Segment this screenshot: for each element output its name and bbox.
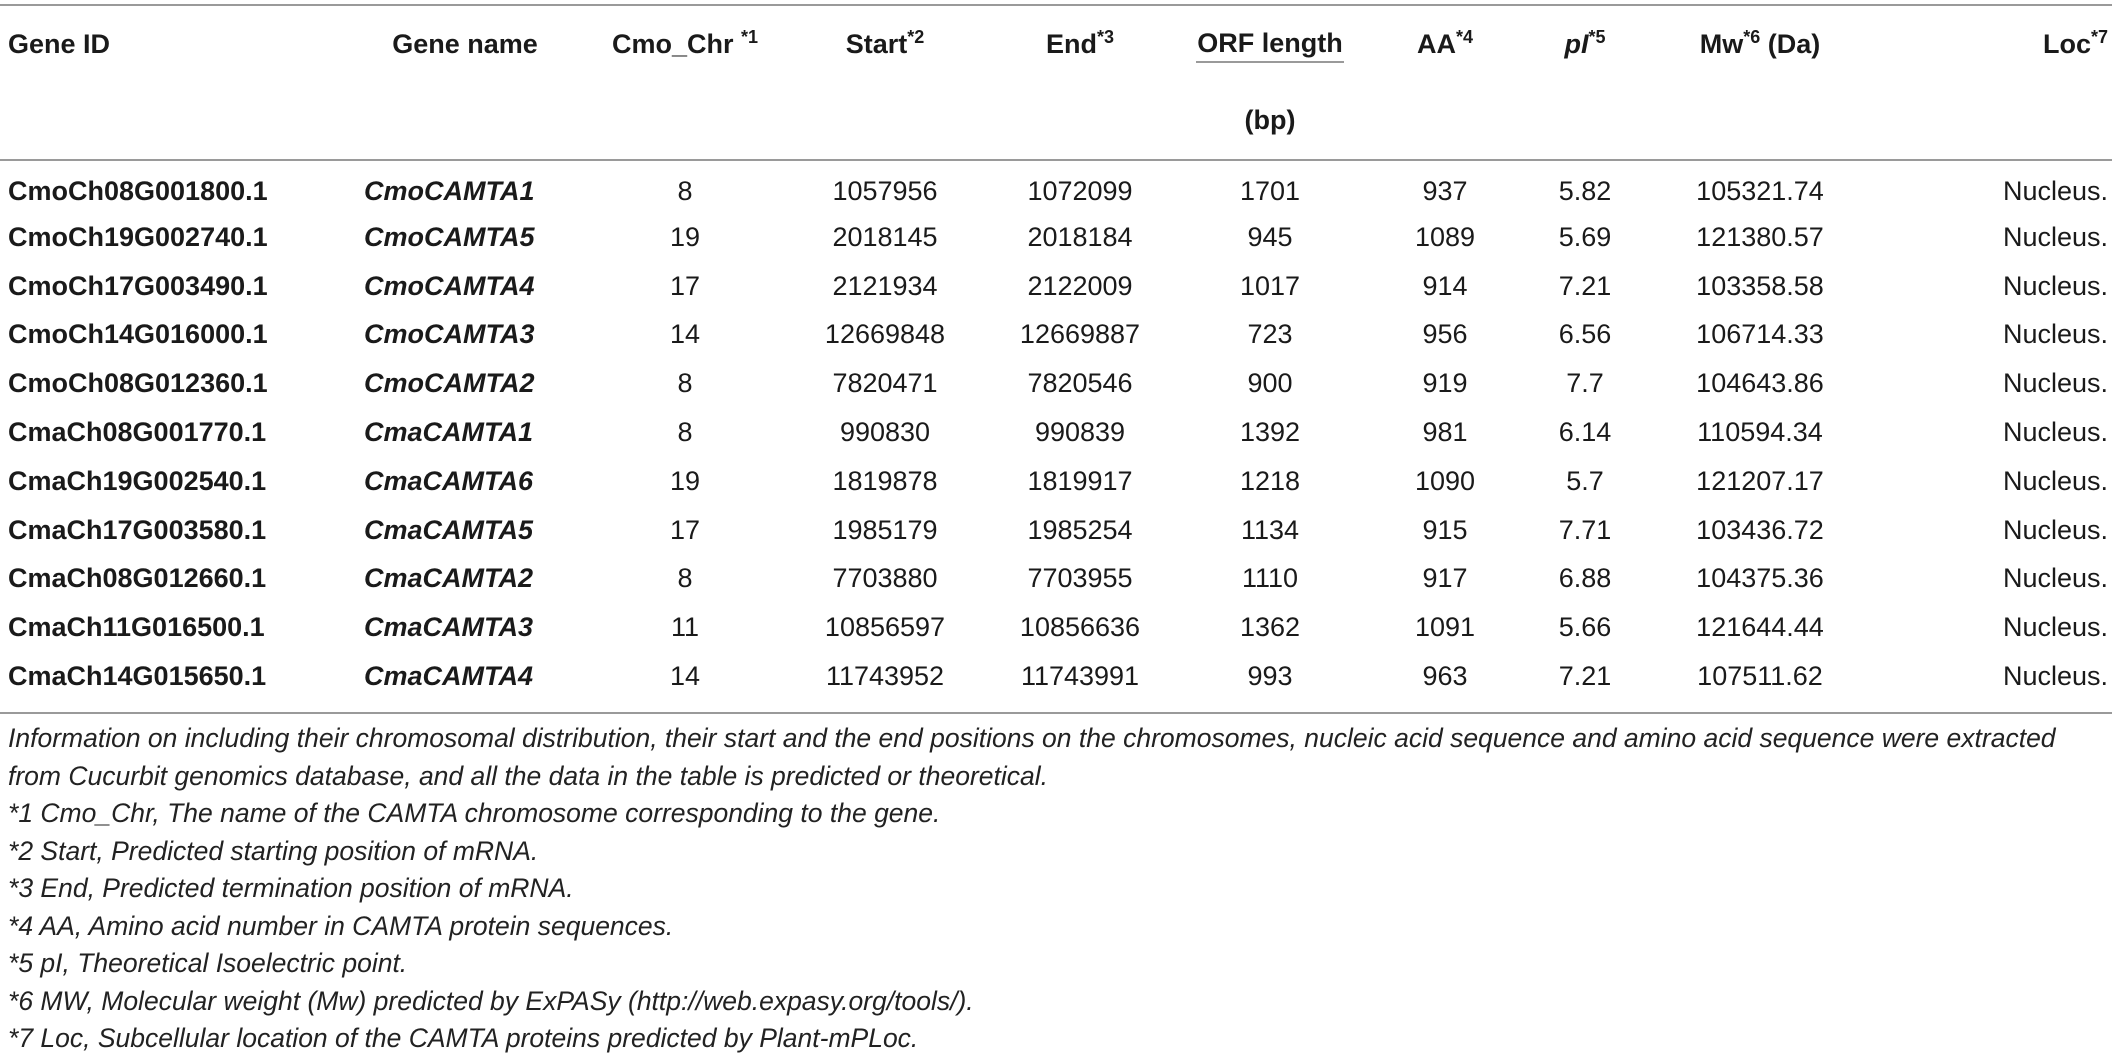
cell-cmo-chr: 19	[669, 465, 701, 496]
footnote-1: *1 Cmo_Chr, The name of the CAMTA chromosome corresponding to the gene.	[8, 798, 941, 828]
cell-gene-name: CmaCAMTA6	[364, 465, 534, 496]
cell-loc: Nucleus.	[2002, 221, 2108, 252]
cell-mw: 104643.86	[1696, 368, 1824, 399]
cell-gene-id: CmaCh14G015650.1	[8, 661, 267, 692]
cell-orf-length: 945	[1247, 221, 1293, 252]
cell-pi: 5.7	[1566, 465, 1604, 496]
cell-mw: 104375.36	[1696, 563, 1824, 594]
cell-orf-length: 1134	[1240, 514, 1300, 545]
cell-gene-id: CmaCh11G016500.1	[8, 612, 265, 643]
header-loc-sup: *7	[2090, 26, 2108, 47]
cell-cmo-chr: 19	[669, 221, 701, 252]
cell-start: 10856597	[824, 612, 946, 643]
cell-orf-length: 1110	[1241, 563, 1299, 594]
cell-pi: 6.56	[1558, 319, 1612, 350]
cell-loc: Nucleus.	[2002, 563, 2108, 594]
cell-end: 2018184	[1027, 221, 1133, 252]
header-loc: Loc$^{*7}$	[2042, 26, 2108, 59]
cell-orf-length: 900	[1247, 368, 1293, 399]
header-mw: Mw$^{*6}$ (Da)	[1699, 26, 1821, 59]
table-row	[0, 652, 2112, 701]
cell-cmo-chr: 8	[677, 563, 693, 594]
cell-cmo-chr: 8	[677, 368, 693, 399]
cell-gene-name: CmoCAMTA5	[364, 221, 535, 252]
cell-start: 11743952	[825, 661, 945, 692]
cell-orf-length: 723	[1247, 319, 1293, 350]
camta-gene-table	[0, 6, 2112, 701]
cell-end: 2122009	[1027, 270, 1133, 301]
header-cmo-chr: Cmo_Chr $^{*1}$	[611, 26, 759, 59]
cell-gene-name: CmoCAMTA2	[364, 368, 535, 399]
cell-cmo-chr: 11	[670, 612, 700, 643]
cell-loc: Nucleus.	[2002, 417, 2108, 448]
header-end-sup: *3	[1096, 26, 1114, 47]
cell-gene-name: CmoCAMTA3	[364, 319, 535, 350]
header-start: Start$^{*2}$	[845, 26, 925, 59]
cell-pi: 5.69	[1558, 221, 1612, 252]
cell-mw: 106714.33	[1696, 319, 1824, 350]
cell-end: 1072099	[1027, 175, 1133, 206]
cell-end: 1985254	[1027, 514, 1133, 545]
cell-cmo-chr: 17	[669, 514, 701, 545]
cell-aa: 1090	[1414, 465, 1476, 496]
cell-start: 990830	[839, 417, 931, 448]
cell-gene-name: CmoCAMTA1	[364, 175, 535, 206]
header-aa: AA$^{*4}$	[1416, 26, 1473, 59]
cell-start: 2121934	[832, 270, 938, 301]
header-orf-length: ORF length	[1170, 6, 1370, 82]
cell-end: 7820546	[1027, 368, 1133, 399]
cell-cmo-chr: 8	[677, 175, 693, 206]
cell-mw: 110594.34	[1697, 417, 1823, 448]
cell-gene-id: CmoCh19G002740.1	[8, 221, 268, 252]
table-header	[0, 6, 2112, 159]
cell-loc: Nucleus.	[2002, 465, 2108, 496]
cell-cmo-chr: 14	[669, 319, 701, 350]
cell-gene-name: CmoCAMTA4	[364, 270, 535, 301]
cell-end: 11743991	[1020, 661, 1140, 692]
table-row	[0, 603, 2112, 652]
table-row	[0, 311, 2112, 360]
footnote-2: *2 Start, Predicted starting position of mRNA.	[8, 835, 539, 866]
cell-pi: 5.66	[1558, 612, 1612, 643]
cell-aa: 963	[1422, 661, 1468, 692]
cell-end: 7703955	[1027, 563, 1133, 594]
cell-gene-id: CmaCh19G002540.1	[8, 465, 267, 496]
cell-mw: 121644.44	[1696, 612, 1824, 643]
header-aa-sup: *4	[1455, 26, 1473, 47]
cell-mw: 103358.58	[1696, 270, 1824, 301]
cell-end: 1819917	[1027, 465, 1133, 496]
cell-pi: 6.14	[1558, 417, 1612, 448]
cell-cmo-chr: 17	[669, 270, 701, 301]
cell-pi: 7.71	[1558, 514, 1612, 545]
header-pi-sup: *5	[1588, 26, 1606, 47]
cell-start: 7820471	[832, 368, 938, 399]
cell-gene-name: CmaCAMTA2	[364, 563, 534, 594]
cell-end: 10856636	[1019, 612, 1141, 643]
cell-aa: 1091	[1414, 612, 1476, 643]
cell-pi: 6.88	[1558, 563, 1612, 594]
cell-start: 7703880	[832, 563, 938, 594]
cell-gene-id: CmoCh08G001800.1	[8, 175, 268, 206]
cell-start: 1057956	[832, 175, 938, 206]
footnote-6: *6 MW, Molecular weight (Mw) predicted by ExPASy (http://web.expasy.org/tools/).	[8, 985, 974, 1016]
cell-gene-name: CmaCAMTA3	[364, 612, 534, 643]
cell-mw: 105321.74	[1696, 175, 1824, 206]
cell-loc: Nucleus.	[2002, 661, 2108, 692]
cell-pi: 7.21	[1558, 661, 1612, 692]
cell-loc: Nucleus.	[2002, 368, 2108, 399]
cell-cmo-chr: 8	[677, 417, 693, 448]
table-row	[0, 159, 2112, 213]
cell-pi: 7.7	[1566, 368, 1604, 399]
cell-start: 12669848	[824, 319, 946, 350]
cell-start: 2018145	[832, 221, 938, 252]
cell-orf-length: 993	[1247, 661, 1293, 692]
footnote-intro: Information on including their chromosomal distribution, their start and the end positions on the chromosomes, nucleic acid sequence and amino acid sequence were extracted from Cucurbit genomics database, and all the data in the table is predicted or theoretical.	[8, 723, 2056, 791]
header-gene-id: Gene ID	[8, 28, 111, 59]
header-gene-name: Gene name	[392, 28, 538, 59]
cell-gene-id: CmoCh17G003490.1	[8, 270, 268, 301]
table-row	[0, 555, 2112, 604]
cell-gene-name: CmaCAMTA5	[364, 514, 534, 545]
cell-mw: 121380.57	[1696, 221, 1824, 252]
cell-end: 990839	[1034, 417, 1126, 448]
cell-mw: 121207.17	[1696, 465, 1824, 496]
header-orf-unit: (bp)	[1244, 105, 1296, 135]
footnote-7: *7 Loc, Subcellular location of the CAMTA proteins predicted by Plant-mPLoc.	[8, 1023, 919, 1053]
cell-gene-id: CmaCh08G012660.1	[8, 563, 267, 594]
cell-aa: 917	[1422, 563, 1468, 594]
cell-mw: 107511.62	[1697, 661, 1823, 692]
cell-start: 1819878	[832, 465, 938, 496]
cell-start: 1985179	[832, 514, 938, 545]
cell-orf-length: 1362	[1239, 612, 1301, 643]
header-end: End$^{*3}$	[1045, 26, 1114, 59]
cell-loc: Nucleus.	[2002, 175, 2108, 206]
cell-pi: 7.21	[1558, 270, 1612, 301]
table-row	[0, 262, 2112, 311]
cell-aa: 937	[1422, 175, 1468, 206]
cell-loc: Nucleus.	[2002, 514, 2108, 545]
cell-aa: 956	[1422, 319, 1468, 350]
cell-orf-length: 1218	[1239, 465, 1301, 496]
cell-orf-length: 1701	[1239, 175, 1301, 206]
cell-gene-id: CmoCh08G012360.1	[8, 368, 268, 399]
footnote-5: *5 pI, Theoretical Isoelectric point.	[8, 948, 408, 978]
cell-aa: 981	[1422, 417, 1468, 448]
cell-aa: 914	[1422, 270, 1468, 301]
cell-aa: 1089	[1414, 221, 1476, 252]
cell-pi: 5.82	[1558, 175, 1612, 206]
cell-gene-id: CmaCh08G001770.1	[8, 417, 267, 448]
table-footnotes	[8, 720, 2108, 1058]
cell-cmo-chr: 14	[669, 661, 701, 692]
header-start-sup: *2	[907, 26, 925, 47]
table-body	[0, 159, 2112, 701]
cell-mw: 103436.72	[1696, 514, 1824, 545]
footnote-3: *3 End, Predicted termination position of mRNA.	[8, 873, 574, 903]
table-row	[0, 457, 2112, 506]
table-row	[0, 408, 2112, 457]
cell-aa: 919	[1422, 368, 1468, 399]
cell-gene-name: CmaCAMTA4	[364, 661, 534, 692]
header-cmo-chr-sup: *1	[741, 26, 759, 47]
table-bottom-rule	[0, 712, 2112, 714]
cell-orf-length: 1392	[1239, 417, 1301, 448]
cell-aa: 915	[1422, 514, 1468, 545]
cell-gene-id: CmoCh14G016000.1	[8, 319, 268, 350]
orf-header-underline	[1196, 61, 1344, 63]
cell-gene-id: CmaCh17G003580.1	[8, 514, 267, 545]
header-pi: $pI^{*5}$	[1564, 26, 1606, 59]
table-row	[0, 359, 2112, 408]
table-row	[0, 213, 2112, 262]
cell-loc: Nucleus.	[2002, 319, 2108, 350]
cell-loc: Nucleus.	[2002, 612, 2108, 643]
cell-orf-length: 1017	[1239, 270, 1301, 301]
cell-loc: Nucleus.	[2002, 270, 2108, 301]
cell-gene-name: CmaCAMTA1	[364, 417, 534, 448]
header-mw-sup: *6	[1743, 26, 1761, 47]
cell-end: 12669887	[1019, 319, 1141, 350]
table-row	[0, 506, 2112, 555]
footnote-4: *4 AA, Amino acid number in CAMTA protein sequences.	[8, 910, 674, 941]
